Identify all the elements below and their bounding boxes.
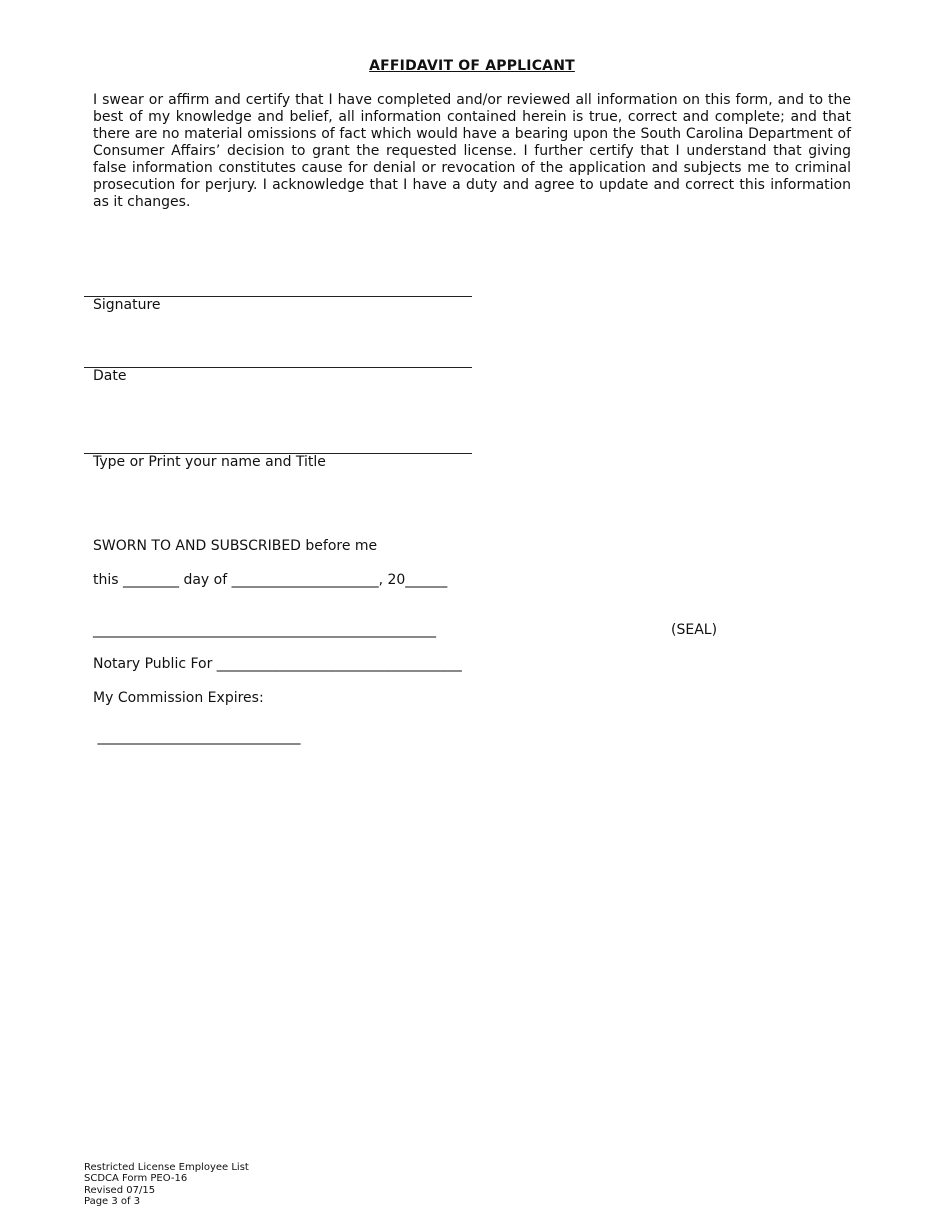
- affidavit-title: AFFIDAVIT OF APPLICANT: [369, 58, 575, 74]
- notary-signature-line[interactable]: _________________________________________________: [93, 622, 436, 638]
- seal-label: (SEAL): [671, 622, 718, 638]
- notary-public-for-line[interactable]: Notary Public For ___________________________________: [93, 656, 462, 672]
- affidavit-statement: I swear or affirm and certify that I have completed and/or reviewed all information on this form, and to the best of my knowledge and belief, all information contained herein is true, correct and complete; and that there are no material omissions of fact which would have a bearing upon the South Carolina Department of Consumer Affairs’ decision to grant the requested license. I further certify that I understand that giving false information constitutes cause for denial or revocation of the application and subjects me to criminal prosecution for perjury. I acknowledge that I have a duty and agree to update and correct this information as it changes.: [93, 92, 851, 210]
- footer-page-number: Page 3 of 3: [84, 1195, 141, 1207]
- form-footer: [84, 1162, 249, 1207]
- footer-form-number: SCDCA Form PEO-16: [84, 1173, 188, 1185]
- name-title-label: Type or Print your name and Title: [93, 454, 326, 470]
- footer-revision: Revised 07/15: [84, 1184, 156, 1196]
- footer-form-name: Restricted License Employee List: [84, 1162, 249, 1173]
- signature-label: Signature: [93, 297, 161, 313]
- date-line[interactable]: [84, 367, 472, 368]
- sworn-subscribed-text: SWORN TO AND SUBSCRIBED before me: [93, 538, 378, 554]
- commission-expires-label: My Commission Expires:: [93, 690, 264, 706]
- sworn-date-fill-line[interactable]: this ________ day of _____________________, 20______: [93, 572, 448, 588]
- date-label: Date: [93, 368, 127, 384]
- commission-expires-line[interactable]: _____________________________: [93, 729, 301, 745]
